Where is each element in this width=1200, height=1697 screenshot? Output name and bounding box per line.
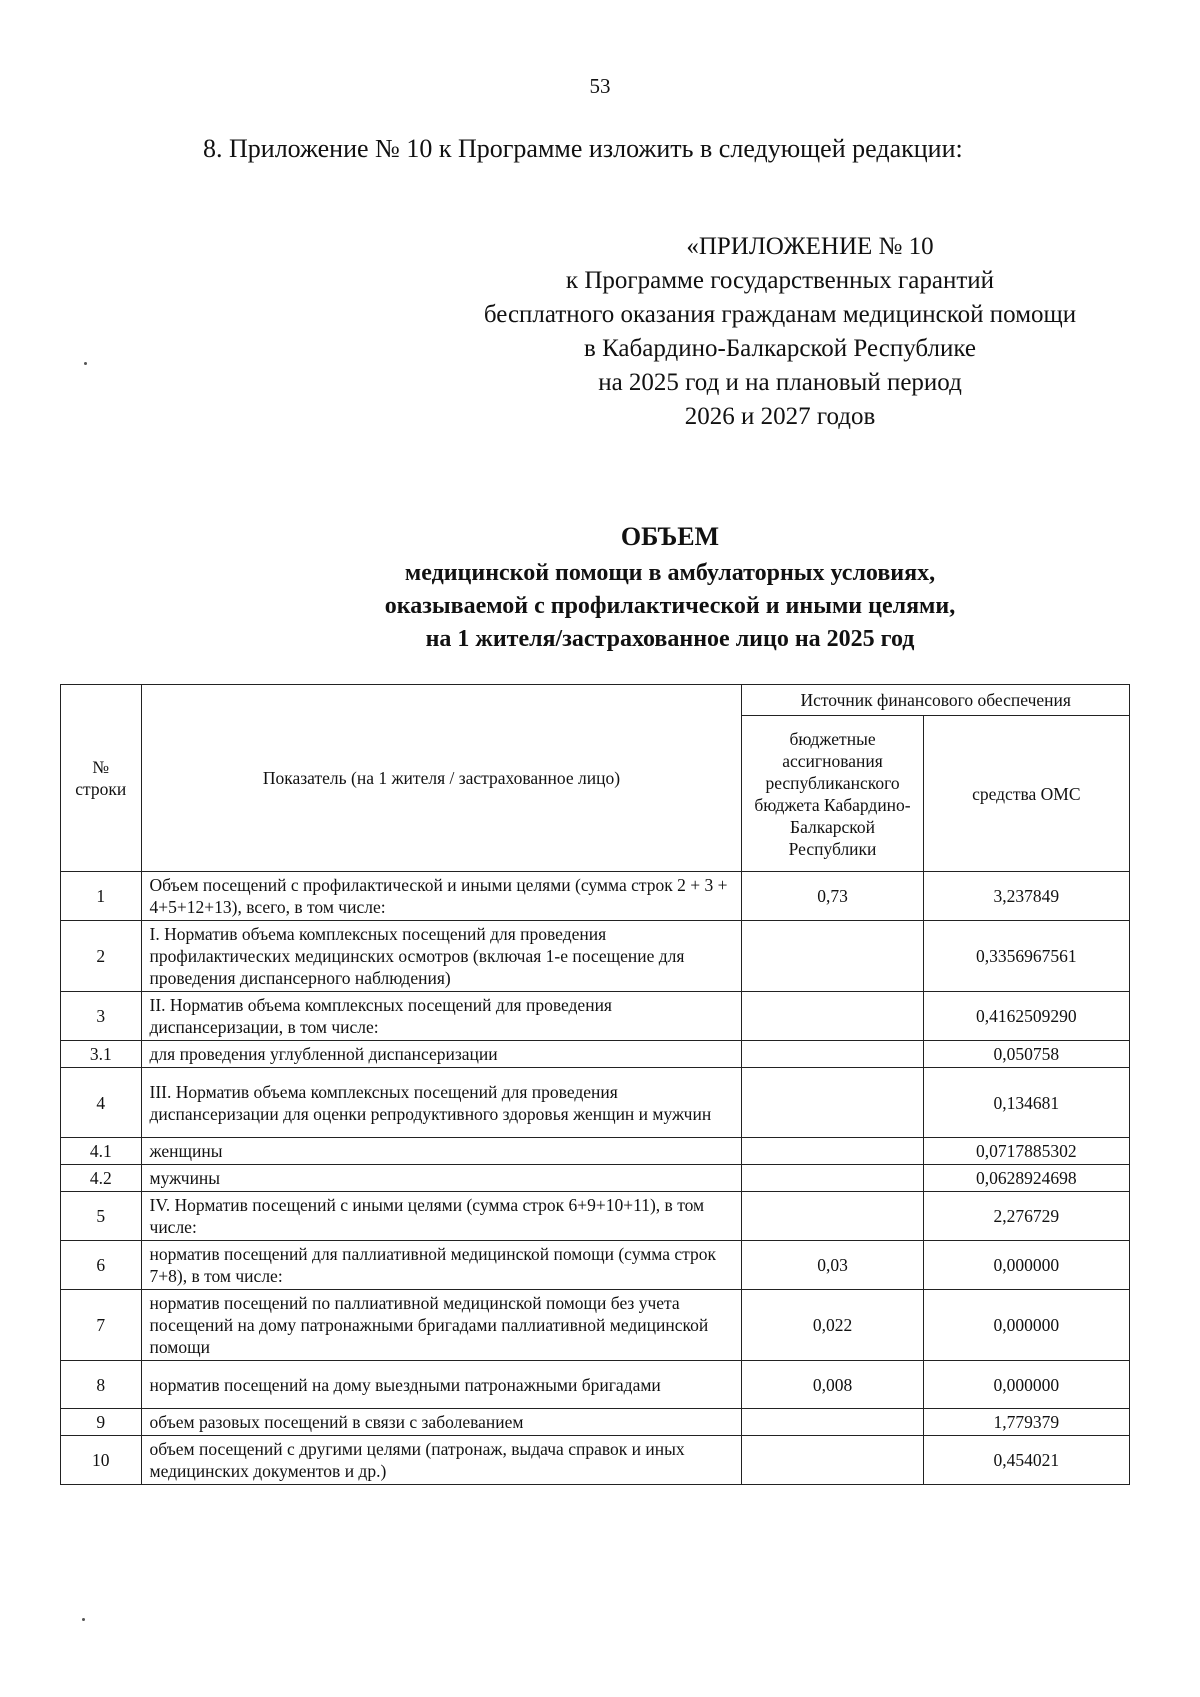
appendix-line: к Программе государственных гарантий (565, 267, 995, 294)
oms-value-cell: 2,276729 (923, 1192, 1129, 1241)
indicator-cell: для проведения углубленной диспансеризации (141, 1041, 742, 1068)
budget-value-cell (742, 1041, 923, 1068)
indicator-cell: I. Норматив объема комплексных посещений для проведения профилактических медицинских осмотров (включая 1-е посещение для проведения диспансерного наблюдения) (141, 921, 742, 992)
budget-value-cell: 0,73 (742, 872, 923, 921)
row-number-cell: 4.1 (61, 1138, 142, 1165)
table-row (61, 1165, 1130, 1192)
budget-value-cell (742, 1068, 923, 1138)
page-number: 53 (589, 74, 611, 98)
table-row (61, 1041, 1130, 1068)
table-row (61, 1436, 1130, 1485)
appendix-line: на 2025 год и на плановый период (598, 369, 962, 396)
table-row (61, 872, 1130, 921)
row-number-cell: 5 (61, 1192, 142, 1241)
appendix-line: 2026 и 2027 годов (684, 403, 876, 430)
budget-value-cell (742, 992, 923, 1041)
indicator-cell: норматив посещений по паллиативной медицинской помощи без учета посещений на дому патронажными бригадами паллиативной медицинской помощи (141, 1290, 742, 1361)
table-row (61, 1068, 1130, 1138)
indicator-cell: женщины (141, 1138, 742, 1165)
row-number-cell: 6 (61, 1241, 142, 1290)
oms-value-cell: 0,0717885302 (923, 1138, 1129, 1165)
oms-value-cell: 0,134681 (923, 1068, 1129, 1138)
header-indicator: Показатель (на 1 жителя / застрахованное лицо) (141, 685, 742, 872)
indicator-cell: объем посещений с другими целями (патронаж, выдача справок и иных медицинских документов и др.) (141, 1436, 742, 1485)
table-row (61, 921, 1130, 992)
budget-value-cell: 0,022 (742, 1290, 923, 1361)
heading-title: ОБЪЕМ (620, 522, 720, 551)
appendix-line: «ПРИЛОЖЕНИЕ № 10 (686, 233, 934, 260)
row-number-cell: 9 (61, 1409, 142, 1436)
volume-table (60, 684, 1130, 1485)
amendment-instruction: 8. Приложение № 10 к Программе изложить в следующей редакции: (203, 134, 963, 163)
appendix-header (435, 230, 1125, 434)
table-row (61, 1361, 1130, 1409)
budget-value-cell (742, 1436, 923, 1485)
row-number-cell: 2 (61, 921, 142, 992)
appendix-line: бесплатного оказания гражданам медицинской помощи (483, 301, 1077, 328)
table-row (61, 1241, 1130, 1290)
oms-value-cell: 0,000000 (923, 1241, 1129, 1290)
heading-line: медицинской помощи в амбулаторных условиях, (404, 560, 936, 586)
row-number-cell: 10 (61, 1436, 142, 1485)
oms-value-cell: 1,779379 (923, 1409, 1129, 1436)
row-number-cell: 8 (61, 1361, 142, 1409)
oms-value-cell: 0,454021 (923, 1436, 1129, 1485)
indicator-cell: IV. Норматив посещений с иными целями (сумма строк 6+9+10+11), в том числе: (141, 1192, 742, 1241)
table-body (61, 872, 1130, 1485)
budget-value-cell: 0,03 (742, 1241, 923, 1290)
indicator-cell: III. Норматив объема комплексных посещений для проведения диспансеризации для оценки репродуктивного здоровья женщин и мужчин (141, 1068, 742, 1138)
indicator-cell: Объем посещений с профилактической и иными целями (сумма строк 2 + 3 + 4+5+12+13), всего, в том числе: (141, 872, 742, 921)
row-number-cell: 3.1 (61, 1041, 142, 1068)
indicator-cell: мужчины (141, 1165, 742, 1192)
heading-line: оказываемой с профилактической и иными целями, (384, 593, 956, 619)
indicator-cell: II. Норматив объема комплексных посещений для проведения диспансеризации, в том числе: (141, 992, 742, 1041)
table-row (61, 1138, 1130, 1165)
oms-value-cell: 0,4162509290 (923, 992, 1129, 1041)
header-row-number: № строки (61, 685, 142, 872)
row-number-cell: 4.2 (61, 1165, 142, 1192)
header-oms: средства ОМС (923, 716, 1129, 872)
table-row (61, 1409, 1130, 1436)
indicator-cell: норматив посещений на дому выездными патронажными бригадами (141, 1361, 742, 1409)
row-number-cell: 4 (61, 1068, 142, 1138)
oms-value-cell: 0,3356967561 (923, 921, 1129, 992)
indicator-cell: объем разовых посещений в связи с заболеванием (141, 1409, 742, 1436)
table-row (61, 1290, 1130, 1361)
table-heading (280, 520, 1060, 656)
row-number-cell: 3 (61, 992, 142, 1041)
heading-line: на 1 жителя/застрахованное лицо на 2025 год (425, 626, 915, 652)
scan-speck (82, 1618, 85, 1621)
oms-value-cell: 3,237849 (923, 872, 1129, 921)
header-budget: бюджетные ассигнования республиканского бюджета Кабардино-Балкарской Республики (742, 716, 923, 872)
budget-value-cell (742, 921, 923, 992)
row-number-cell: 1 (61, 872, 142, 921)
header-funding-source: Источник финансового обеспечения (742, 685, 1130, 716)
oms-value-cell: 0,000000 (923, 1361, 1129, 1409)
row-number-cell: 7 (61, 1290, 142, 1361)
scan-speck (84, 362, 87, 365)
budget-value-cell (742, 1192, 923, 1241)
budget-value-cell (742, 1138, 923, 1165)
budget-value-cell: 0,008 (742, 1361, 923, 1409)
budget-value-cell (742, 1165, 923, 1192)
appendix-line: в Кабардино-Балкарской Республике (584, 335, 976, 362)
budget-value-cell (742, 1409, 923, 1436)
table-row (61, 1192, 1130, 1241)
oms-value-cell: 0,050758 (923, 1041, 1129, 1068)
oms-value-cell: 0,0628924698 (923, 1165, 1129, 1192)
table-row (61, 992, 1130, 1041)
oms-value-cell: 0,000000 (923, 1290, 1129, 1361)
indicator-cell: норматив посещений для паллиативной медицинской помощи (сумма строк 7+8), в том числе: (141, 1241, 742, 1290)
